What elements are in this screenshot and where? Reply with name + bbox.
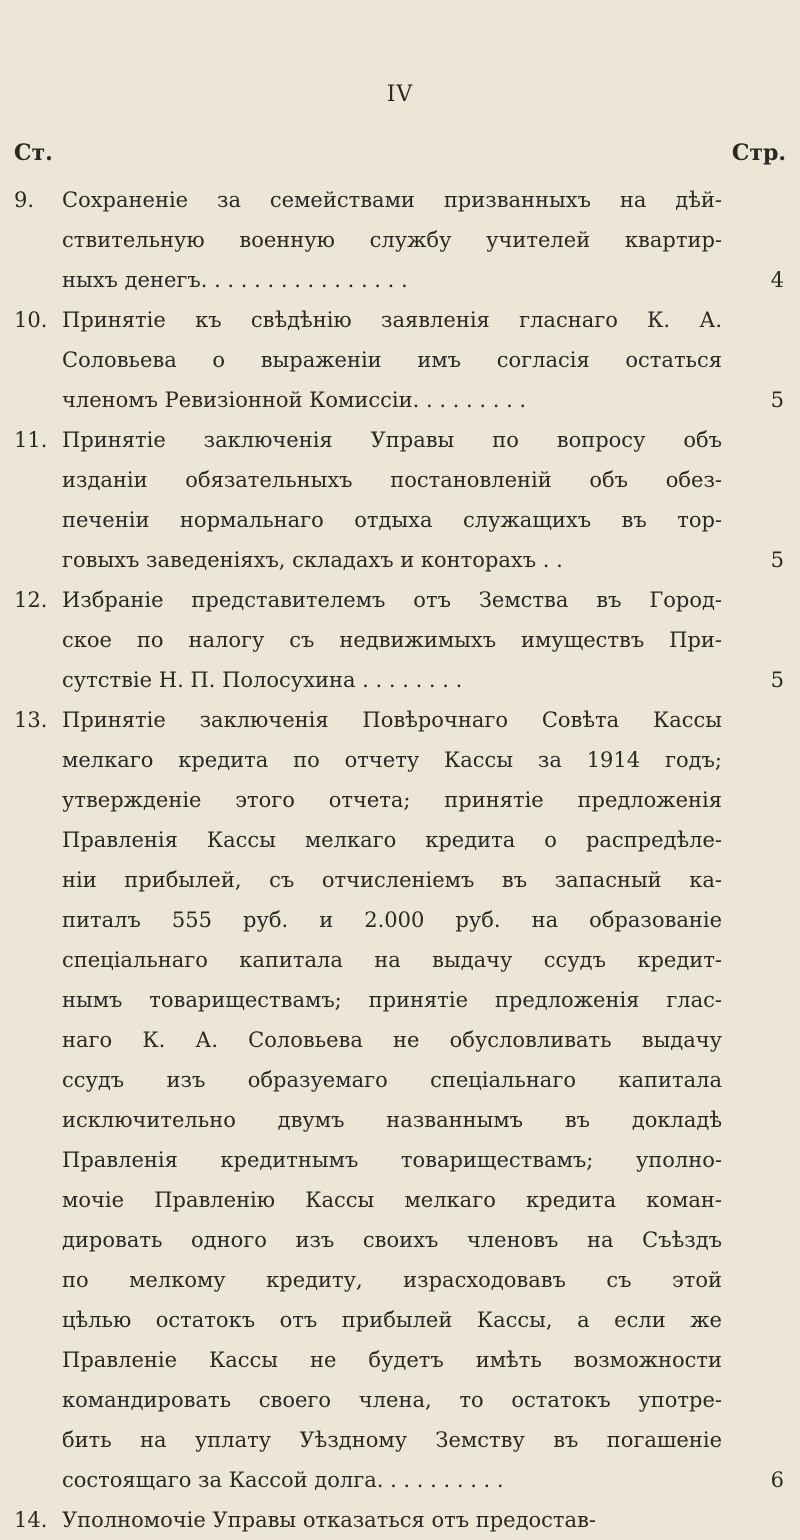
entry-page-number: 5 (770, 388, 784, 412)
entry-line: дировать одного изъ своихъ членовъ на Съѣздъ (62, 1228, 722, 1252)
entry-line: Правленія кредитнымъ товариществамъ; уполно- (62, 1148, 722, 1172)
entry-line: мелкаго кредита по отчету Кассы за 1914 годъ; (62, 748, 722, 772)
entry-line: наго К. А. Соловьева не обусловливать выдачу (62, 1028, 722, 1052)
entry-line: членомъ Ревизіонной Комиссіи. . . . . . . . . (62, 388, 527, 412)
entry-line: исключительно двумъ названнымъ въ докладѣ (62, 1108, 722, 1132)
entry-line: по мелкому кредиту, израсходовавъ съ этой (62, 1268, 722, 1292)
entry-line: утвержденіе этого отчета; принятіе предложенія (62, 788, 722, 812)
entry-line: ское по налогу съ недвижимыхъ имуществъ При- (62, 628, 722, 652)
entry-line: спеціальнаго капитала на выдачу ссудъ кредит- (62, 948, 722, 972)
entry-line: бить на уплату Уѣздному Земству въ погашеніе (62, 1428, 722, 1452)
entry-page-number: 5 (770, 668, 784, 692)
entry-line: состоящаго за Кассой долга. . . . . . . . . . (62, 1468, 504, 1492)
entry-line: Правленіе Кассы не будетъ имѣть возможности (62, 1348, 722, 1372)
entry-line: говыхъ заведеніяхъ, складахъ и конторахъ . . (62, 548, 563, 572)
entry-line: питалъ 555 руб. и 2.000 руб. на образованіе (62, 908, 722, 932)
entry-line: Принятіе къ свѣдѣнію заявленія гласнаго К. А. (62, 308, 722, 332)
entry-number: 11. (14, 428, 48, 452)
entry-page-number: 5 (770, 548, 784, 572)
entry-line: сутствіе Н. П. Полосухина . . . . . . . . (62, 668, 463, 692)
entry-line: Принятіе заключенія Управы по вопросу объ (62, 428, 722, 452)
entry-page-number: 4 (770, 268, 784, 292)
entry-line: нымъ товариществамъ; принятіе предложенія глас- (62, 988, 722, 1012)
entry-line: мочіе Правленію Кассы мелкаго кредита коман- (62, 1188, 722, 1212)
entry-line: Сохраненіе за семействами призванныхъ на дѣй- (62, 188, 722, 212)
entry-number: 13. (14, 708, 48, 732)
entry-line: ствительную военную службу учителей квартир- (62, 228, 722, 252)
entry-line: изданіи обязательныхъ постановленій объ обез- (62, 468, 722, 492)
entry-line: ныхъ денегъ. . . . . . . . . . . . . . . . (62, 268, 408, 292)
entry-line: ніи прибылей, съ отчисленіемъ въ запасный ка- (62, 868, 722, 892)
entry-number: 9. (14, 188, 35, 212)
entry-number: 10. (14, 308, 48, 332)
page-number: IV (386, 82, 414, 107)
entry-line: Принятіе заключенія Повѣрочнаго Совѣта Кассы (62, 708, 722, 732)
entry-page-number: 6 (770, 1468, 784, 1492)
entry-line: Правленія Кассы мелкаго кредита о распредѣле- (62, 828, 722, 852)
entry-line: Избраніе представителемъ отъ Земства въ Город- (62, 588, 722, 612)
entry-line: цѣлью остатокъ отъ прибылей Кассы, а если же (62, 1308, 722, 1332)
page-column-header: Стр. (731, 140, 786, 166)
entry-line: Соловьева о выраженіи имъ согласія остаться (62, 348, 722, 372)
article-column-header: Ст. (14, 140, 53, 166)
entry-line: ссудъ изъ образуемаго спеціальнаго капитала (62, 1068, 722, 1092)
entry-number: 14. (14, 1508, 48, 1532)
entry-line: Уполномочіе Управы отказаться отъ предостав- (62, 1508, 596, 1532)
entry-number: 12. (14, 588, 48, 612)
entry-line: командировать своего члена, то остатокъ употре- (62, 1388, 722, 1412)
entry-line: печеніи нормальнаго отдыха служащихъ въ тор- (62, 508, 722, 532)
